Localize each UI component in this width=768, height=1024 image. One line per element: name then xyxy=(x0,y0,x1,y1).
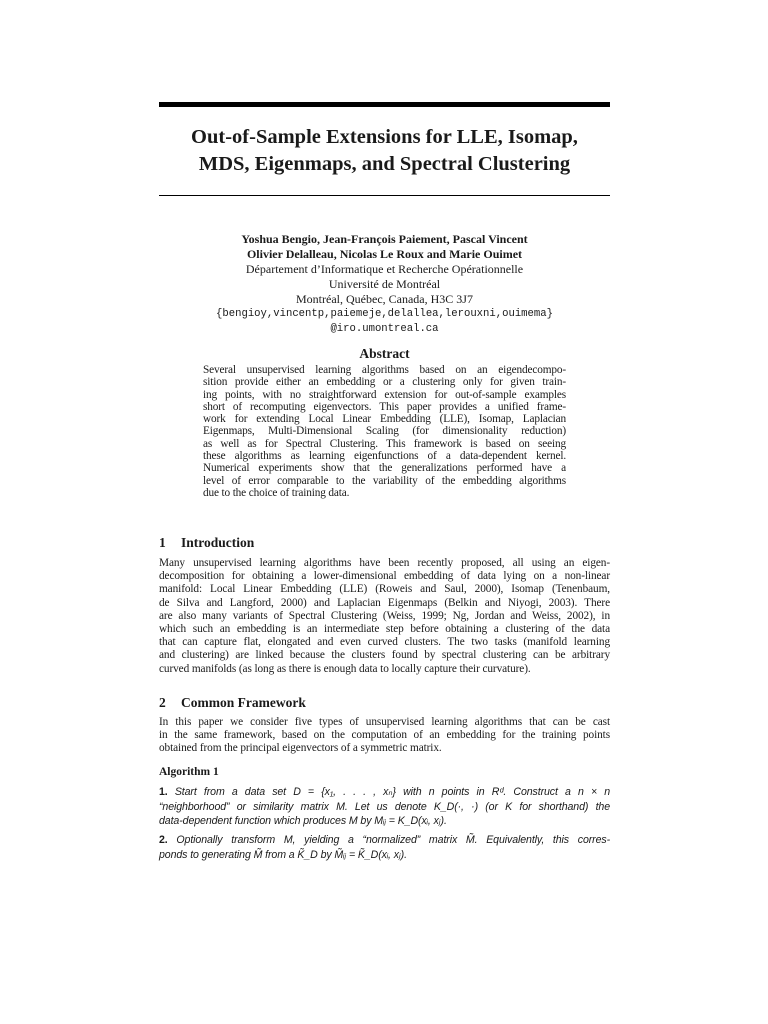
title-top-rule xyxy=(159,102,610,107)
paragraph-line: and clustering) are linked because the clusters found by spectral clustering can be arbitrary xyxy=(159,649,610,662)
abstract-line: short of recomputing eigenvectors. This paper provides a unified frame- xyxy=(203,400,566,413)
abstract-text xyxy=(203,364,566,499)
step-line: data-dependent function which produces M by Mᵢⱼ = K_D(xᵢ, xⱼ). xyxy=(159,815,447,827)
author-email-domain: @iro.umontreal.ca xyxy=(330,323,439,335)
author-department: Département d’Informatique et Recherche Opérationnelle xyxy=(245,262,524,276)
paragraph-line: manifold: Local Linear Embedding (LLE) (Roweis and Saul, 2000), Isomap (Tenenbaum, xyxy=(159,583,610,596)
title-bottom-rule xyxy=(159,195,610,196)
author-address: Montréal, Québec, Canada, H3C 3J7 xyxy=(296,292,473,306)
abstract-line: due to the choice of training data. xyxy=(203,486,350,499)
step-line: “neighborhood” or similarity matrix M. Let us denote K_D(·, ·) (or K for shorthand) the xyxy=(159,800,610,813)
abstract-line: as well as for Spectral Clustering. This framework is based on seeing xyxy=(203,437,566,450)
abstract-line: Eigenmaps, Multi-Dimensional Scaling (for dimensionality reduction) xyxy=(203,425,566,438)
step-text: Optionally transform M, yielding a “normalized” matrix M̃. Equivalently, this corres- xyxy=(176,834,611,846)
step-line xyxy=(159,833,610,848)
section-title: Common Framework xyxy=(181,695,306,710)
paragraph-line: are also many variants of Spectral Clustering (Weiss, 1999; Ng, Jordan and Weiss, 2002), in xyxy=(159,609,610,622)
algorithm-heading: Algorithm 1 xyxy=(159,766,219,778)
abstract-line: these algorithms as learning eigenfunctions of a data-dependent kernel. xyxy=(203,450,566,463)
abstract-line: ing points, with no straightforward extension for out-of-sample examples xyxy=(203,388,566,401)
paragraph-line: curved manifolds (as long as there is enough data to locally capture their curvature). xyxy=(159,662,531,675)
title-line-2: MDS, Eigenmaps, and Spectral Clustering xyxy=(198,153,571,175)
author-emails: {bengioy,vincentp,paiemeje,delallea,lerouxni,ouimema} xyxy=(216,308,553,320)
section-heading-introduction xyxy=(159,535,254,551)
paragraph-line: that can capture flat, elongated and even curved clusters. The two tasks (manifold learning xyxy=(159,636,610,649)
paragraph-line: de Silva and Langford, 2000) and Laplacian Eigenmaps (Belkin and Niyogi, 2003). There xyxy=(159,596,610,609)
abstract-heading: Abstract xyxy=(359,346,410,361)
section-title: Introduction xyxy=(181,535,255,550)
paper-title xyxy=(159,124,610,178)
abstract-line: sition provide either an embedding or a clustering only for given train- xyxy=(203,376,566,389)
paragraph-line: in the same framework, based on the computation of an embedding for the training points xyxy=(159,729,610,742)
abstract-line: level of error comparable to the variability of the embedding algorithms xyxy=(203,474,566,487)
section-number: 1 xyxy=(159,535,166,550)
paragraph-line: obtained from the principal eigenvectors of a symmetric matrix. xyxy=(159,742,442,755)
paragraph-line: Many unsupervised learning algorithms have been recently proposed, all using an eigen- xyxy=(159,557,610,569)
section-number: 2 xyxy=(159,695,166,710)
author-names-2: Olivier Delalleau, Nicolas Le Roux and Marie Ouimet xyxy=(246,247,523,261)
author-university: Université de Montréal xyxy=(328,277,441,291)
title-line-1: Out-of-Sample Extensions for LLE, Isomap, xyxy=(191,126,578,148)
algorithm-step-1 xyxy=(159,785,610,829)
step-number: 2. xyxy=(159,834,168,846)
paragraph-line: In this paper we consider five types of unsupervised learning algorithms that can be cast xyxy=(159,716,610,728)
step-line: ponds to generating M̃ from a K̃_D by M̃ᵢⱼ = K̃_D(xᵢ, xⱼ). xyxy=(159,848,407,861)
abstract-line: work for extending Local Linear Embedding (LLE), Isomap, Laplacian xyxy=(203,413,566,426)
section-heading-common-framework xyxy=(159,695,306,711)
step-text: Start from a data set D = {x₁, . . . , xₙ} with n points in Rᵈ. Construct a n × n xyxy=(174,786,611,798)
paragraph-line: which such an embedding is an intermediate step before obtaining a clustering of the data xyxy=(159,623,610,636)
algorithm-step-2 xyxy=(159,833,610,862)
author-block xyxy=(159,232,610,337)
abstract-line: Numerical experiments show that the generalizations performed have a xyxy=(203,462,566,475)
step-number: 1. xyxy=(159,786,168,798)
paragraph-line: decomposition for obtaining a lower-dimensional embedding of data lying on a non-linear xyxy=(159,570,610,583)
author-names-1: Yoshua Bengio, Jean-François Paiement, Pascal Vincent xyxy=(241,232,528,246)
abstract-line: Several unsupervised learning algorithms based on an eigendecompo- xyxy=(203,364,566,376)
introduction-paragraph xyxy=(159,557,610,676)
framework-paragraph xyxy=(159,716,610,756)
step-line xyxy=(159,785,610,800)
